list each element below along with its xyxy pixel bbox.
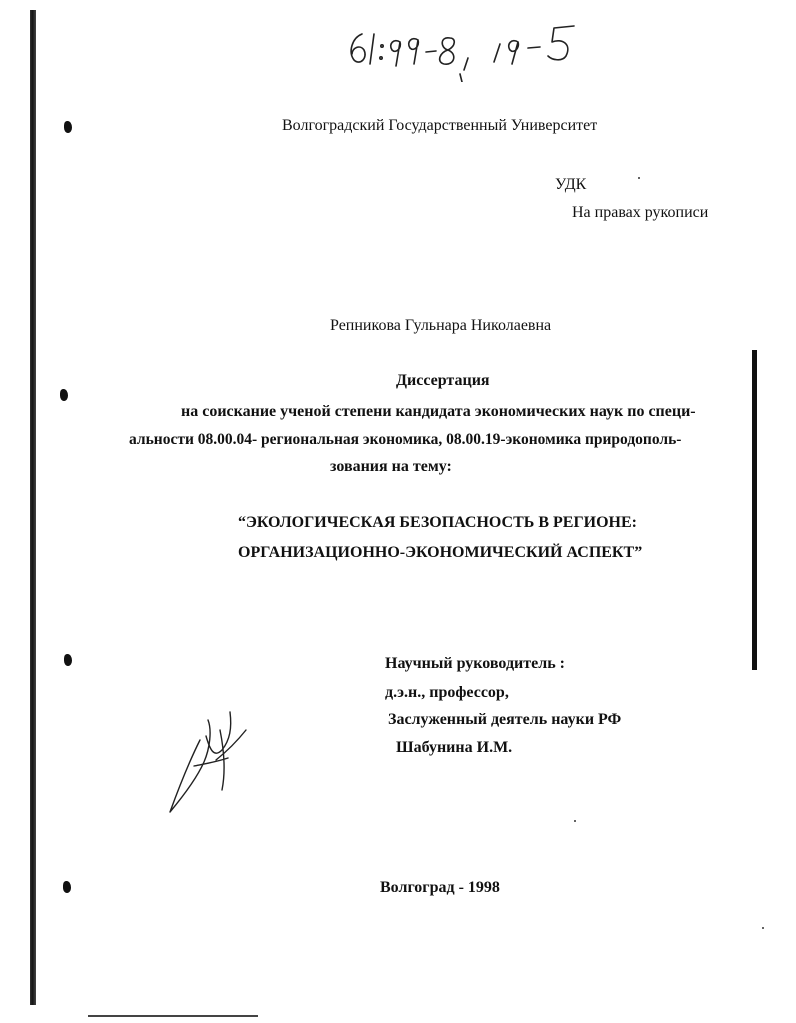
author-name: Репникова Гульнара Николаевна [330,317,552,334]
supervisor-name: Шабунина И.М. [396,739,513,756]
thesis-title-line-1: “ЭКОЛОГИЧЕСКАЯ БЕЗОПАСНОСТЬ В РЕГИОНЕ: [238,514,637,531]
scan-speck [638,177,640,179]
scan-right-edge-mark [752,350,757,670]
thesis-title-line-2: ОРГАНИЗАЦИОННО-ЭКОНОМИЧЕСКИЙ АСПЕКТ” [238,544,643,561]
degree-line-1: на соискание ученой степени кандидата экономических наук по специ- [181,403,696,420]
punch-hole-mark [60,389,68,401]
supervisor-degree: д.э.н., профессор, [385,684,509,701]
degree-line-2: альности 08.00.04- региональная экономика, 08.00.19-экономика природополь- [129,431,682,448]
punch-hole-mark [63,881,71,893]
handwritten-archive-code [340,12,600,82]
udk-label: УДК [555,176,587,193]
punch-hole-mark [64,654,72,666]
handwritten-signature [160,700,260,820]
document-type: Диссертация [396,372,490,389]
supervisor-heading: Научный руководитель : [385,655,565,672]
degree-line-3: зования на тему: [330,458,452,475]
city-year: Волгоград - 1998 [380,879,500,896]
punch-hole-mark [64,121,72,133]
scan-binding-edge [30,10,36,1005]
supervisor-honor: Заслуженный деятель науки РФ [388,711,622,728]
university-name: Волгоградский Государственный Университет [282,117,598,134]
scan-speck [574,820,576,822]
scan-speck [762,927,764,929]
scan-bottom-mark [88,1015,258,1017]
manuscript-rights: На правах рукописи [572,204,709,221]
